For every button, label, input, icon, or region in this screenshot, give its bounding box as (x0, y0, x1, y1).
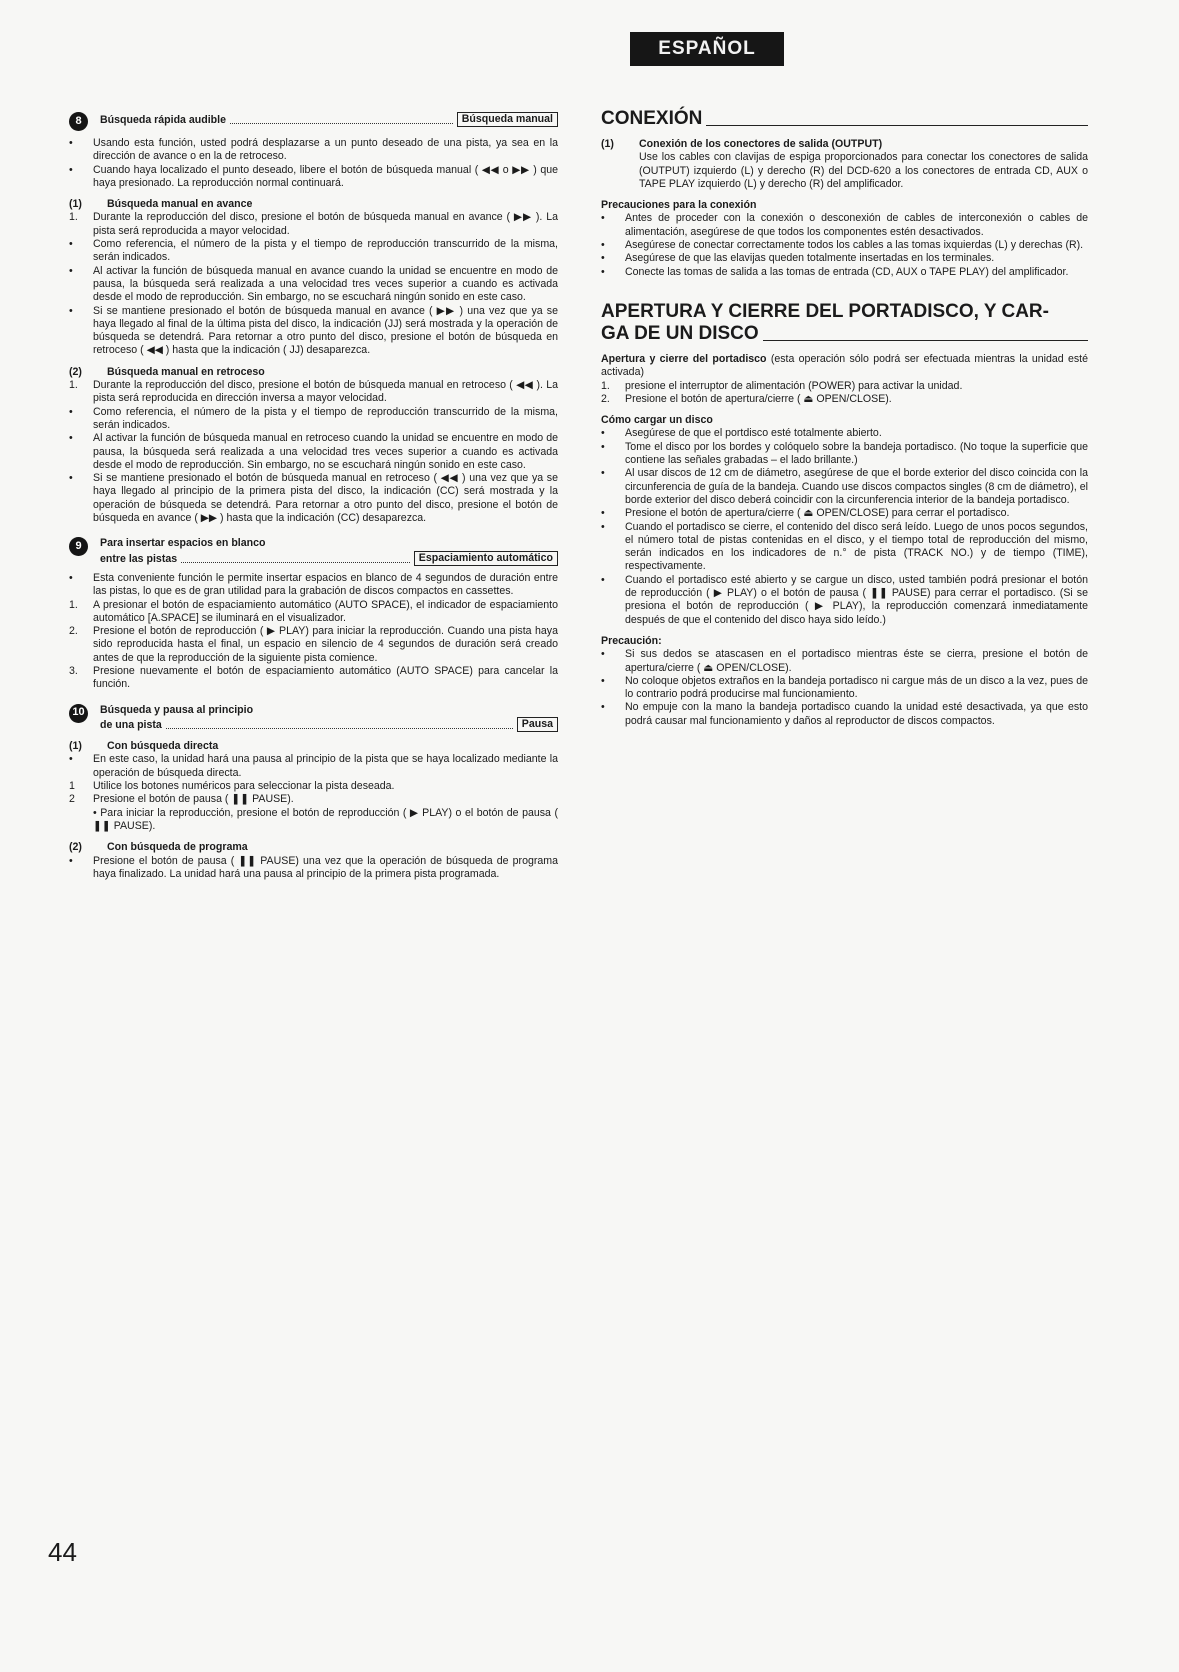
list-marker: • (601, 573, 605, 586)
subsection-title: Con búsqueda de programa (107, 841, 248, 854)
section-number-badge: 9 (69, 537, 88, 556)
subsection-marker: (1) (69, 198, 82, 211)
subsection-heading (69, 198, 558, 211)
list-item (69, 793, 558, 806)
list-marker: • (601, 440, 605, 453)
subsection-items (69, 855, 558, 882)
subsection-heading (69, 740, 558, 753)
list-item (69, 599, 558, 626)
apertura-heading-line2 (601, 323, 1088, 345)
list-text: Cuando el portadisco esté abierto y se cargue un disco, usted también podrá presionar el botón de reproducción ( ▶ PLAY) o el botón de pausa ( ❚❚ PAUSE) para cerrar el portadisco. (Si se presiona el botón de reproducción ( ▶ PLAY), la reproducción comenzará inmediatamente después de que el contenido del disco haya sido leído.) (625, 573, 1088, 626)
list-item (601, 507, 1088, 520)
list-text: Asegúrese de conectar correctamente todos los cables a las tomas ixquierdas (L) y derechas (R). (625, 239, 1084, 252)
list-marker: 1. (69, 211, 78, 224)
list-marker: • (69, 137, 73, 149)
list-text: Utilice los botones numéricos para seleccionar la pista deseada. (93, 780, 395, 793)
list-text: Cuando haya localizado el punto deseado, libere el botón de búsqueda manual ( ◀◀ o ▶▶ ) que haya presionado. La reproducción normal continuará. (93, 163, 558, 189)
list-text: • Para iniciar la reproducción, presione el botón de reproducción ( ▶ PLAY) o el botón de pausa ( ❚❚ PAUSE). (93, 806, 558, 832)
apertura-intro-text: (esta operación sólo podrá ser efectuada mientras la unidad esté activada) (601, 352, 1088, 379)
list-text: Presione el botón de apertura/cierre ( ⏏ OPEN/CLOSE). (625, 392, 892, 405)
list-item (601, 675, 1088, 702)
list-marker: 2. (601, 392, 610, 405)
list-marker: 3. (69, 664, 78, 677)
list-item (601, 521, 1088, 574)
list-text: Durante la reproducción del disco, presione el botón de búsqueda manual en avance ( ▶▶ ). La pista será reproducida a mayor velocidad. (93, 211, 558, 237)
list-marker: • (69, 571, 73, 584)
right-column (601, 108, 1088, 728)
conexion-heading (601, 108, 1088, 130)
list-item (601, 266, 1088, 279)
subsection-marker: (2) (69, 365, 82, 378)
list-text: Si sus dedos se atascasen en el portadisco mientras éste se cierra, presione el botón de apertura/cierre ( ⏏ OPEN/CLOSE). (625, 648, 1088, 674)
list-item (69, 625, 558, 665)
list-text: A presionar el botón de espaciamiento automático (AUTO SPACE), el indicador de espaciamiento automático [A.SPACE] se iluminará en el visualizador. (93, 598, 558, 624)
list-item (69, 855, 558, 882)
section-9-heading (69, 537, 558, 566)
precautions-list (601, 212, 1088, 278)
function-box-label: Pausa (517, 717, 558, 732)
list-item (601, 252, 1088, 265)
section-8-heading (69, 112, 558, 131)
subsection-title: Conexión de los conectores de salida (OUTPUT) (639, 138, 883, 150)
list-marker: • (601, 427, 605, 440)
list-marker: • (601, 212, 605, 225)
list-marker: • (69, 264, 73, 277)
como-list (601, 427, 1088, 626)
heading-rule (706, 125, 1088, 126)
list-item (69, 137, 558, 164)
list-text: Presione el botón de apertura/cierre ( ⏏ OPEN/CLOSE) para cerrar el portadisco. (625, 507, 1010, 520)
section-9-items (69, 572, 558, 692)
list-item (69, 807, 558, 834)
conexion-paragraph: Use los cables con clavijas de espiga proporcionados para conectar los conectores de salida (OUTPUT) izquierdo (L) y derecho (R) del DCD-620 a los conectores de entrada CD, AUX o TAPE PLAY izquierdo (L) y derecho (R) del amplificador. (639, 151, 1088, 190)
list-item (69, 472, 558, 525)
list-marker: 1. (69, 598, 78, 611)
list-item (601, 212, 1088, 239)
list-text: Si se mantiene presionado el botón de búsqueda manual en avance ( ▶▶ ) una vez que ya se haya llegado al final de la última pista del disco, la indicación (JJ) será mostrada y la operación de búsqueda se detendrá. Para retornar a otro punto del disco, presione el botón de búsqueda en retroceso ( ◀◀ ) hasta que la indicación ( JJ) desaparezca. (93, 304, 558, 357)
list-marker: • (601, 520, 605, 533)
subsection-marker: (1) (69, 740, 82, 753)
list-text: No empuje con la mano la bandeja portadisco cuando la unidad esté desactivada, ya que esto podrá causar mal funcionamiento y daños al reproductor de discos compactos. (625, 701, 1088, 727)
list-item (69, 665, 558, 692)
list-text: Si se mantiene presionado el botón de búsqueda manual en retroceso ( ◀◀ ) una vez que ya se haya llegado al principio de la primera pista del disco, la indicación (CC) será mostrada y la operación de búsqueda se detendrá. Para retornar a otro punto del disco, presione el botón de búsqueda en avance ( ▶▶ ) hasta que la indicación (CC) desaparezca. (93, 472, 558, 525)
subsection-heading (601, 138, 1088, 151)
subsection-marker: (2) (69, 841, 82, 854)
list-marker: • (601, 467, 605, 480)
list-marker: • (601, 701, 605, 714)
list-item (69, 432, 558, 472)
list-text: Conecte las tomas de salida a las tomas de entrada (CD, AUX o TAPE PLAY) del amplificador. (625, 265, 1069, 278)
list-text: Antes de proceder con la conexión o desconexión de cables de interconexión o cables de alimentación, asegúrese de que todos los componentes estén desactivados. (625, 212, 1088, 238)
section-number-badge: 8 (69, 112, 88, 131)
list-marker: 1. (601, 379, 610, 392)
section-title: Para insertar espacios en blanco (100, 537, 266, 550)
list-item (69, 305, 558, 358)
page-number: 44 (48, 1537, 77, 1567)
list-item (69, 753, 558, 780)
list-item (601, 393, 1088, 406)
apertura-title-line1: APERTURA Y CIERRE DEL PORTADISCO, Y CAR- (601, 300, 1049, 322)
subsection-items (69, 379, 558, 525)
list-text: Como referencia, el número de la pista y el tiempo de reproducción transcurrido de la misma, serán indicados. (93, 405, 558, 431)
list-marker: • (601, 507, 605, 520)
list-marker: 2 (69, 793, 75, 806)
list-item (601, 427, 1088, 440)
dot-leader (166, 728, 513, 729)
list-marker: 1 (69, 780, 75, 793)
section-8-bullets (69, 137, 558, 190)
list-item (601, 239, 1088, 252)
apertura-heading (601, 301, 1088, 323)
function-box-label: Búsqueda manual (457, 112, 558, 127)
list-marker: • (69, 163, 73, 176)
list-text: Al usar discos de 12 cm de diámetro, asegúrese de que el borde exterior del disco coincida con la circunferencia de guía de la bandeja. Cuando use discos compactos singles (8 cm de diámetro), el borde exterior del disco deberá coincidir con la circunferencia interior de la bandeja portadisco. (625, 467, 1088, 506)
left-column (69, 108, 558, 881)
heading-rule (763, 340, 1088, 341)
list-text: presione el interruptor de alimentación (POWER) para activar la unidad. (625, 379, 963, 392)
list-marker: • (69, 432, 73, 445)
apertura-steps (601, 380, 1088, 407)
language-tab: ESPAÑOL (630, 32, 784, 66)
list-marker: • (69, 854, 73, 867)
apertura-title-line2: GA DE UN DISCO (601, 322, 759, 344)
list-item (601, 701, 1088, 728)
section-title: Búsqueda rápida audible (100, 114, 226, 126)
list-marker: • (69, 405, 73, 418)
list-item (69, 211, 558, 238)
list-item (69, 406, 558, 433)
list-marker (69, 807, 93, 834)
list-marker: 1. (69, 379, 78, 392)
list-marker: 2. (69, 625, 78, 638)
subsection-heading (69, 841, 558, 854)
list-item (69, 572, 558, 599)
list-marker: • (601, 252, 605, 265)
section-number-badge: 10 (69, 704, 88, 723)
section-10-heading (69, 704, 558, 733)
subsection-items (69, 753, 558, 833)
apertura-intro (601, 353, 1088, 380)
list-marker: • (69, 238, 73, 251)
list-item (601, 467, 1088, 507)
section-title-line2: de una pista (100, 718, 162, 731)
subsection-title: Búsqueda manual en avance (107, 198, 253, 211)
dot-leader (230, 123, 453, 124)
list-item (69, 265, 558, 305)
list-item (69, 238, 558, 265)
list-text: Como referencia, el número de la pista y el tiempo de reproducción transcurrido de la misma, serán indicados. (93, 238, 558, 264)
subsection-items (69, 211, 558, 357)
list-item (601, 441, 1088, 468)
list-marker: • (69, 472, 73, 485)
list-text: No coloque objetos extraños en la bandeja portadisco ni cargue más de un disco a la vez, pues de lo contrario podrá producirse mal funcionamiento. (625, 674, 1088, 701)
list-text: Al activar la función de búsqueda manual en retroceso cuando la unidad se encuentre en modo de pausa, la búsqueda será realizada a una velocidad tres veces superior a cuando es activada desde el modo de reproducción. Sin embargo, no se escuchará ningún sonido en este caso. (93, 432, 558, 471)
dot-leader (181, 562, 410, 563)
list-text: En este caso, la unidad hará una pausa al principio de la pista que se haya localizado mediante la operación de búsqueda directa. (93, 753, 558, 779)
subsection-title: Con búsqueda directa (107, 740, 219, 753)
list-marker: • (601, 239, 605, 252)
como-heading: Cómo cargar un disco (601, 414, 713, 427)
list-marker: • (601, 674, 605, 687)
list-text: Presione el botón de pausa ( ❚❚ PAUSE). (93, 793, 294, 806)
subsection-title: Búsqueda manual en retroceso (107, 365, 265, 378)
list-marker: • (601, 265, 605, 278)
subsection-heading (69, 366, 558, 379)
list-text: Esta conveniente función le permite insertar espacios en blanco de 4 segundos de duración entre las pistas, lo que es de gran utilidad para la grabación de discos compactos en cassettes. (93, 571, 558, 598)
section-title-line2: entre las pistas (100, 552, 178, 565)
function-box-label: Espaciamiento automático (414, 551, 558, 566)
precaucion-heading: Precaución: (601, 634, 662, 647)
list-marker: • (69, 753, 73, 766)
list-text: Usando esta función, usted podrá desplazarse a un punto deseado de una pista, ya sea en la dirección de avance o en la de retroceso. (93, 137, 558, 163)
list-text: Durante la reproducción del disco, presione el botón de búsqueda manual en retroceso ( ◀◀ ). La pista será reproducida en dirección inversa a mayor velocidad. (93, 379, 558, 405)
list-text: Al activar la función de búsqueda manual en avance cuando la unidad se encuentre en modo de pausa, la búsqueda será realizada a una velocidad tres veces superior a cuando es activada desde el modo de reproducción. Sin embargo, no se escuchará ningún sonido en este caso. (93, 264, 558, 304)
precaucion-list (601, 648, 1088, 728)
list-text: Asegúrese de que las elavijas queden totalmente insertadas en los terminales. (625, 252, 995, 265)
list-text: Presione el botón de reproducción ( ▶ PLAY) para iniciar la reproducción. Cuando una pista haya sido reproducida hasta el final, un espacio en silencio de 4 segundos de duración será creado antes de que la reproducción de la siguiente pista comience. (93, 625, 558, 664)
list-marker: • (601, 648, 605, 661)
conexion-title: CONEXIÓN (601, 108, 703, 129)
list-text: Cuando el portadisco se cierre, el contenido del disco será leído. Luego de unos pocos segundos, el número total de pistas contenidas en el disco, y el tiempo total de reproducción del mismo, serán indicados en los indicadores de n.° de pista (TRACK NO.) y de tiempo (TIME), respectivamente. (625, 520, 1088, 573)
list-item (601, 648, 1088, 675)
list-text: Tome el disco por los bordes y colóquelo sobre la bandeja portadisco. (No toque la superficie que contiene las señales grabadas – el lado brillante.) (625, 440, 1088, 467)
list-text: Asegúrese de que el portdisco esté totalmente abierto. (625, 427, 882, 440)
apertura-intro-bold: Apertura y cierre del portadisco (601, 352, 767, 365)
list-item (601, 574, 1088, 627)
list-text: Presione nuevamente el botón de espaciamiento automático (AUTO SPACE) para cancelar la función. (93, 664, 558, 691)
subsection-marker: (1) (601, 138, 614, 150)
list-text: Presione el botón de pausa ( ❚❚ PAUSE) una vez que la operación de búsqueda de programa haya finalizado. La unidad hará una pausa al principio de la primera pista programada. (93, 854, 558, 880)
list-item (69, 780, 558, 793)
precautions-heading: Precauciones para la conexión (601, 199, 757, 212)
list-item (69, 164, 558, 191)
list-marker: • (69, 304, 73, 317)
section-title: Búsqueda y pausa al principio (100, 703, 254, 716)
list-item (69, 379, 558, 406)
list-item (601, 380, 1088, 393)
